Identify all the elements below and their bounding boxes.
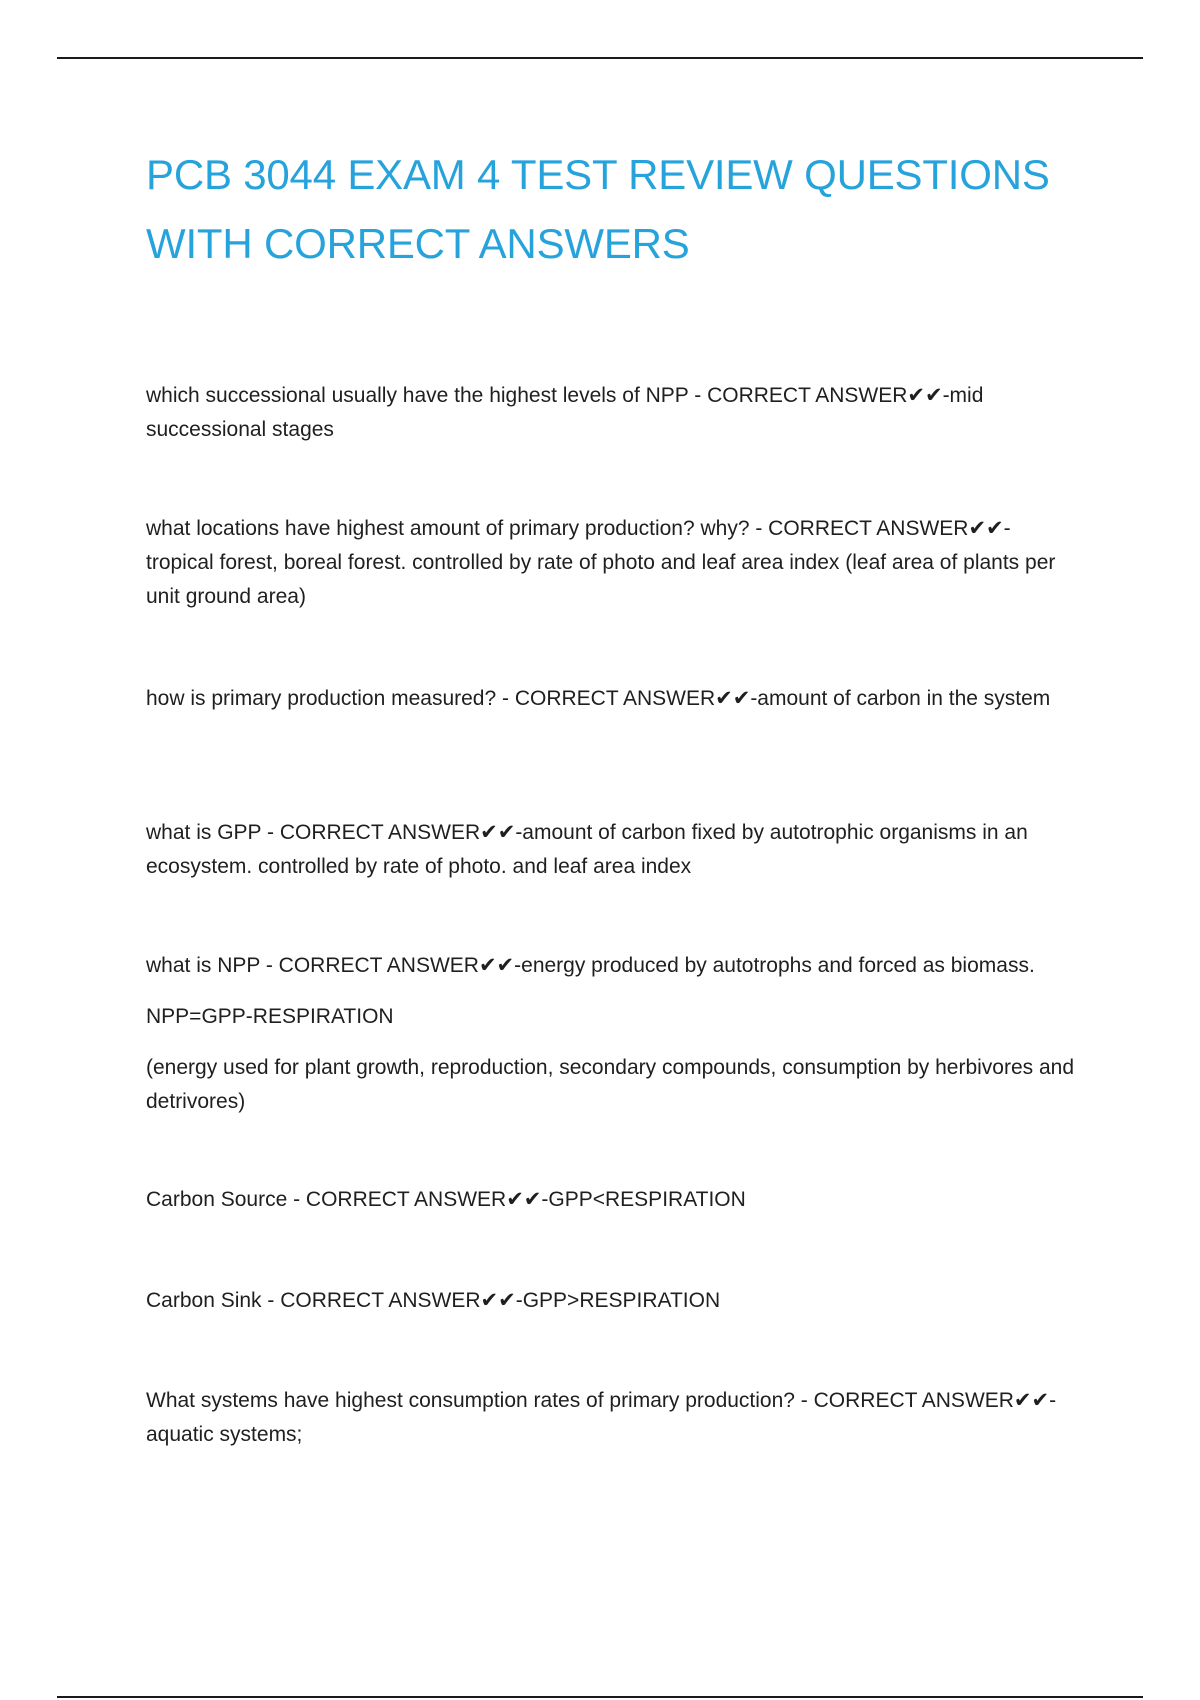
qa-text: how is primary production measured? - CORRECT ANSWER✔✔-amount of carbon in the system bbox=[146, 687, 1051, 710]
qa-text: Carbon Sink - CORRECT ANSWER✔✔-GPP>RESPIRATION bbox=[146, 1289, 721, 1312]
qa-text: what is GPP - CORRECT ANSWER✔✔-amount of carbon fixed by autotrophic organisms in an ecosystem. controlled by rate of photo. and leaf area index bbox=[146, 821, 1028, 878]
qa-text: (energy used for plant growth, reproduction, secondary compounds, consumption by herbivores and detrivores) bbox=[146, 1056, 1075, 1113]
qa-item-2 bbox=[146, 512, 1076, 614]
qa-text: which successional usually have the highest levels of NPP - CORRECT ANSWER✔✔-mid successional stages bbox=[146, 384, 984, 441]
qa-item-1 bbox=[146, 379, 1076, 447]
qa-formula: NPP=GPP-RESPIRATION bbox=[146, 1005, 394, 1028]
qa-item-3 bbox=[146, 682, 1076, 716]
document-title: PCB 3044 EXAM 4 TEST REVIEW QUESTIONS WITH CORRECT ANSWERS bbox=[146, 151, 1050, 267]
top-rule bbox=[57, 57, 1143, 59]
qa-item-5 bbox=[146, 949, 1076, 1119]
qa-text: Carbon Source - CORRECT ANSWER✔✔-GPP<RESPIRATION bbox=[146, 1188, 746, 1211]
qa-item-8 bbox=[146, 1384, 1076, 1452]
qa-item-4 bbox=[146, 816, 1076, 884]
qa-item-7 bbox=[146, 1284, 1076, 1318]
qa-item-6 bbox=[146, 1183, 1076, 1217]
bottom-rule bbox=[57, 1696, 1143, 1698]
qa-text: what locations have highest amount of primary production? why? - CORRECT ANSWER✔✔-tropical forest, boreal forest. controlled by rate of photo and leaf area index (leaf area of plants per unit ground area) bbox=[146, 517, 1056, 608]
qa-text: what is NPP - CORRECT ANSWER✔✔-energy produced by autotrophs and forced as biomass. bbox=[146, 954, 1035, 977]
qa-text: What systems have highest consumption rates of primary production? - CORRECT ANSWER✔✔-aquatic systems; bbox=[146, 1389, 1057, 1446]
